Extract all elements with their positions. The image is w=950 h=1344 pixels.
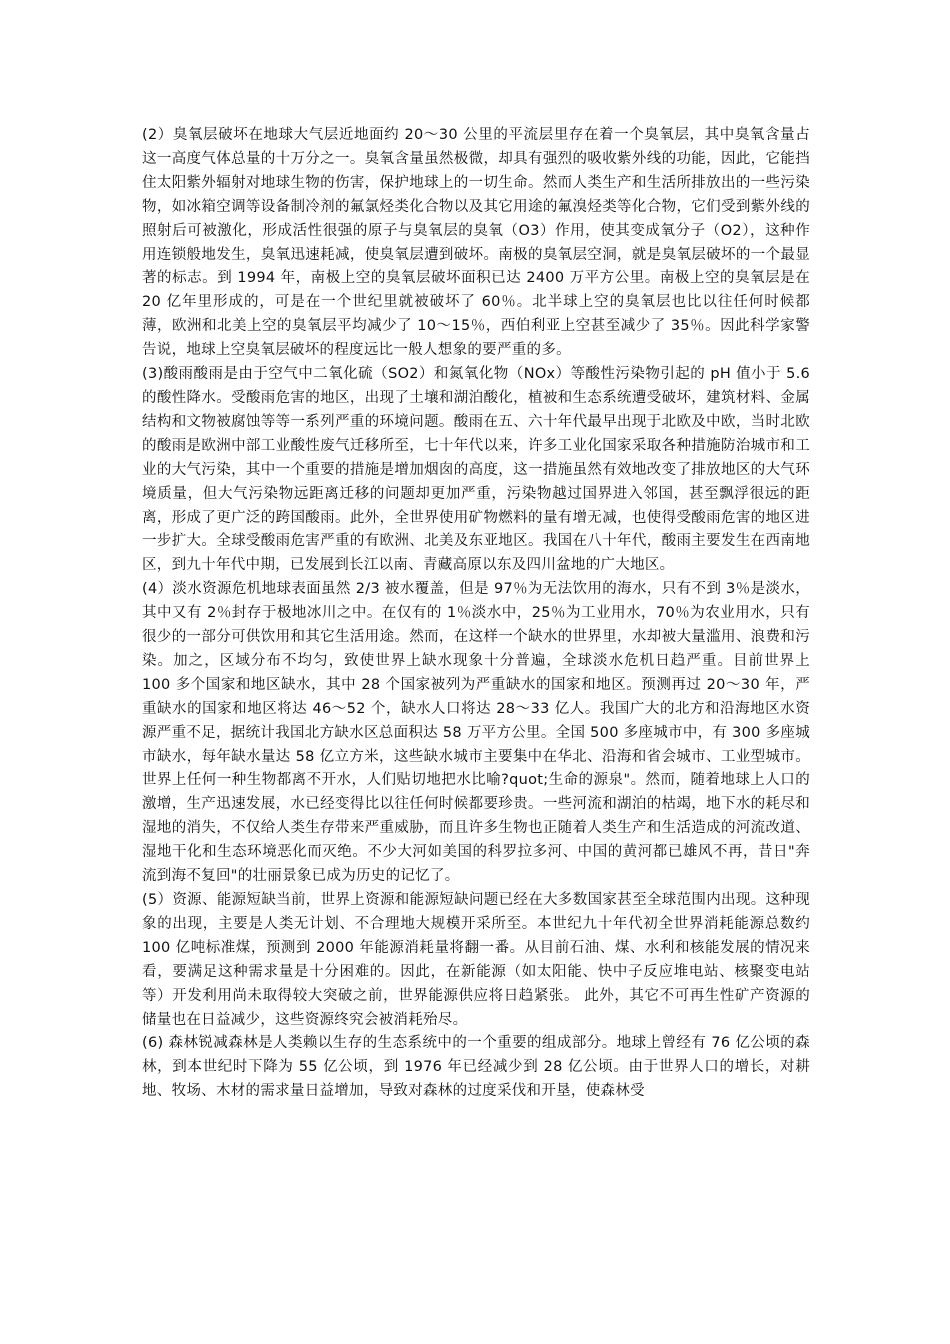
paragraph-acid-rain: (3)酸雨酸雨是由于空气中二氧化硫（SO2）和氮氧化物（NOx）等酸性污染物引起的 pH 值小于 5.6 的酸性降水。受酸雨危害的地区，出现了土壤和湖泊酸化，植被和生态系统遭受破坏，建筑材料、金属结构和文物被腐蚀等等一系列严重的环境问题。酸雨在五、六十年代最早出现于北欧及中欧，当时北欧的酸雨是欧洲中部工业酸性废气迁移所至，七十年代以来，许多工业化国家采取各种措施防治城市和工业的大气污染，其中一个重要的措施是增加烟囱的高度，这一措施虽然有效地改变了排放地区的大气环境质量，但大气污染物远距离迁移的问题却更加严重，污染物越过国界进入邻国，甚至飘浮很远的距离，形成了更广泛的跨国酸雨。此外，全世界使用矿物燃料的量有增无减，也使得受酸雨危害的地区进一步扩大。全球受酸雨危害严重的有欧洲、北美及东亚地区。我国在八十年代，酸雨主要发生在西南地区，到九十年代中期，已发展到长江以南、青藏高原以东及四川盆地的广大地区。 (142, 366, 810, 574)
paragraph-resource-shortage: (5）资源、能源短缺当前，世界上资源和能源短缺问题已经在大多数国家甚至全球范围内出现。这种现象的出现，主要是人类无计划、不合理地大规模开采所至。本世纪九十年代初全世界消耗能源总数约 100 亿吨标准煤，预测到 2000 年能源消耗量将翻一番。从目前石油、煤、水利和核能发展的情况来看，要满足这种需求量是十分困难的。因此，在新能源（如太阳能、快中子反应堆电站、核聚变电站等）开发利用尚未取得较大突破之前，世界能源供应将日趋紧张。 此外，其它不可再生性矿产资源的储量也在日益减少，这些资源终究会被消耗殆尽。 (142, 892, 810, 1028)
paragraph-ozone-depletion: (2）臭氧层破坏在地球大气层近地面约 20～30 公里的平流层里存在着一个臭氧层，其中臭氧含量占这一高度气体总量的十万分之一。臭氧含量虽然极微，却具有强烈的吸收紫外线的功能，因此，它能挡住太阳紫外辐射对地球生物的伤害，保护地球上的一切生命。然而人类生产和生活所排放出的一些污染物，如冰箱空调等设备制冷剂的氟氯烃类化合物以及其它用途的氟溴烃类等化合物，它们受到紫外线的照射后可被激化，形成活性很强的原子与臭氧层的臭氧（O3）作用，使其变成氧分子（O2），这种作用连锁般地发生，臭氧迅速耗减，使臭氧层遭到破坏。南极的臭氧层空洞，就是臭氧层破坏的一个最显著的标志。到 1994 年，南极上空的臭氧层破坏面积已达 2400 万平方公里。南极上空的臭氧层是在 20 亿年里形成的，可是在一个世纪里就被破坏了 60％。北半球上空的臭氧层也比以往任何时候都薄，欧洲和北美上空的臭氧层平均减少了 10～15％，西伯利亚上空甚至减少了 35％。因此科学家警告说，地球上空臭氧层破坏的程度远比一般人想象的要严重的多。 (142, 127, 810, 359)
document-page (142, 124, 810, 1104)
paragraph-deforestation: (6) 森林锐减森林是人类赖以生存的生态系统中的一个重要的组成部分。地球上曾经有 76 亿公顷的森林，到本世纪时下降为 55 亿公顷，到 1976 年已经减少到 28 亿公顷。由于世界人口的增长，对耕地、牧场、木材的需求量日益增加，导致对森林的过度采伐和开垦，使森林受 (142, 1035, 810, 1100)
paragraph-freshwater-crisis: (4）淡水资源危机地球表面虽然 2/3 被水覆盖，但是 97％为无法饮用的海水，只有不到 3％是淡水，其中又有 2％封存于极地冰川之中。在仅有的 1％淡水中，25％为工业用水，70％为农业用水，只有很少的一部分可供饮用和其它生活用途。然而，在这样一个缺水的世界里，水却被大量滥用、浪费和污染。加之，区域分布不均匀，致使世界上缺水现象十分普遍，全球淡水危机日趋严重。目前世界上 100 多个国家和地区缺水，其中 28 个国家被列为严重缺水的国家和地区。预测再过 20～30 年，严重缺水的国家和地区将达 46～52 个，缺水人口将达 28～33 亿人。我国广大的北方和沿海地区水资源严重不足，据统计我国北方缺水区总面积达 58 万平方公里。全国 500 多座城市中，有 300 多座城市缺水，每年缺水量达 58 亿立方米，这些缺水城市主要集中在华北、沿海和省会城市、工业型城市。世界上任何一种生物都离不开水，人们贴切地把水比喻?quot;生命的源泉"。然而，随着地球上人口的激增，生产迅速发展，水已经变得比以往任何时候都要珍贵。一些河流和湖泊的枯竭，地下水的耗尽和湿地的消失，不仅给人类生存带来严重威胁，而且许多生物也正随着人类生产和生活造成的河流改道、湿地干化和生态环境恶化而灭绝。不少大河如美国的科罗拉多河、中国的黄河都已雄风不再，昔日"奔流到海不复回"的壮丽景象已成为历史的记忆了。 (142, 581, 810, 885)
